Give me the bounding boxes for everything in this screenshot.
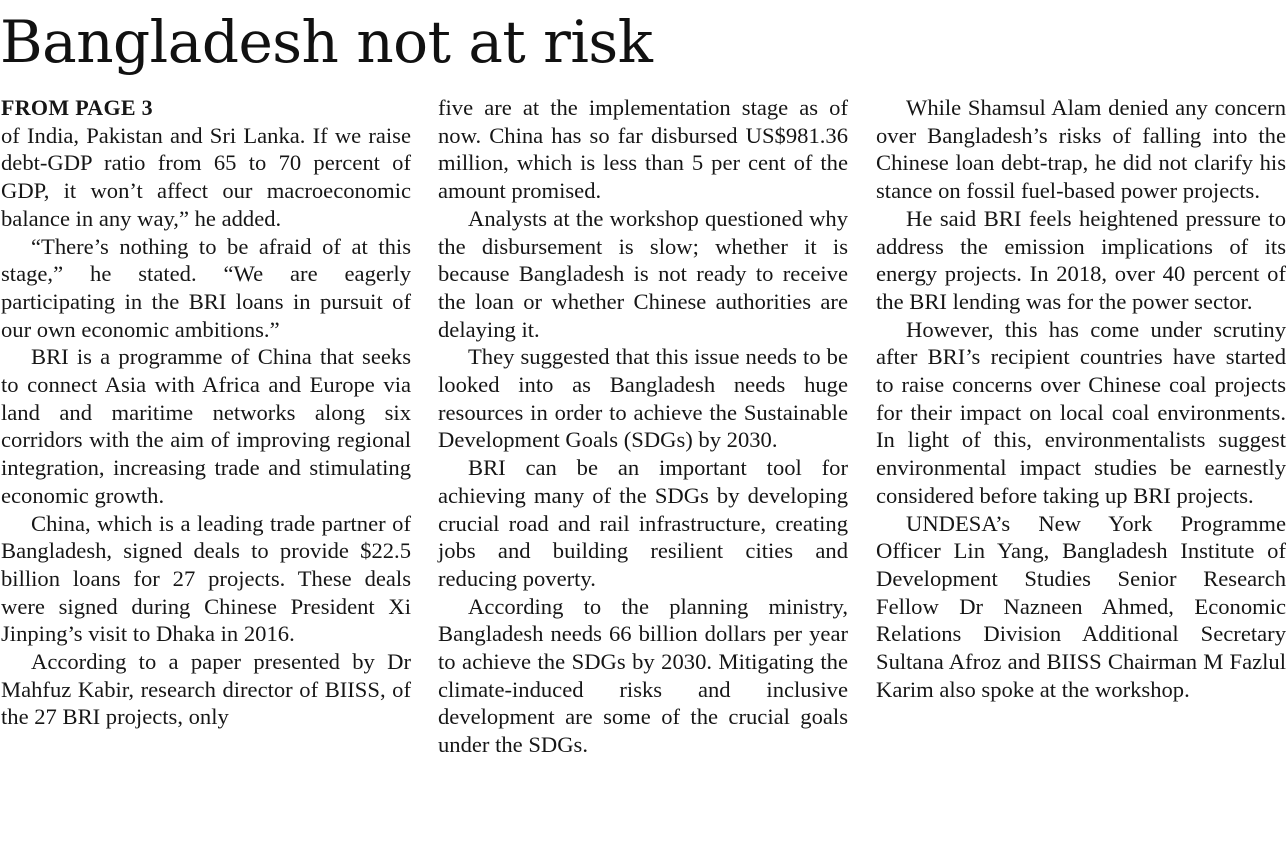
- paragraph: While Shamsul Alam denied any concern over Bangladesh’s risks of falling into the Chinese loan debt-trap, he did not clarify his stance on fossil fuel-based power projects.: [876, 95, 1286, 204]
- jump-label: FROM PAGE 3: [1, 95, 153, 120]
- paragraph: five are at the implementation stage as of now. China has so far disbursed US$981.36 million, which is less than 5 per cent of the amount promised.: [438, 95, 848, 204]
- paragraph: According to the planning ministry, Bangladesh needs 66 billion dollars per year to achieve the SDGs by 2030. Mitigating the climate-induced risks and inclusive development are some of the crucial goals under the SDGs.: [438, 593, 848, 758]
- paragraph: He said BRI feels heightened pressure to address the emission implications of its energy projects. In 2018, over 40 percent of the BRI lending was for the power sector.: [876, 205, 1286, 314]
- paragraph: China, which is a leading trade partner of Bangladesh, signed deals to provide $22.5 billion loans for 27 projects. These deals were signed during Chinese President Xi Jinping’s visit to Dhaka in 2016.: [1, 510, 411, 647]
- paragraph: BRI is a programme of China that seeks to connect Asia with Africa and Europe via land and maritime networks along six corridors with the aim of improving regional integration, increasing trade and stimulating economic growth.: [1, 344, 411, 508]
- paragraph: “There’s nothing to be afraid of at this stage,” he stated. “We are eagerly participating in the BRI loans in pursuit of our own economic ambitions.”: [1, 233, 411, 342]
- article-column-2: [438, 94, 848, 759]
- paragraph: UNDESA’s New York Programme Officer Lin Yang, Bangladesh Institute of Development Studies Senior Research Fellow Dr Nazneen Ahmed, Economic Relations Division Additional Secretary Sultana Afroz and BIISS Chairman M Fazlul Karim also spoke at the workshop.: [876, 510, 1286, 702]
- article-column-1: [1, 94, 411, 731]
- paragraph: However, this has come under scrutiny after BRI’s recipient countries have started to raise concerns over Chinese coal projects for their impact on local coal environments. In light of this, environmentalists suggest environmental impact studies be earnestly considered before taking up BRI projects.: [876, 316, 1286, 508]
- paragraph: BRI can be an important tool for achieving many of the SDGs by developing crucial road and rail infrastructure, creating jobs and building resilient cities and reducing poverty.: [438, 455, 848, 591]
- paragraph: Analysts at the workshop questioned why the disbursement is slow; whether it is because Bangladesh is not ready to receive the loan or whether Chinese authorities are delaying it.: [438, 205, 848, 342]
- headline: Bangladesh not at risk: [0, 8, 653, 76]
- article-column-3: [876, 94, 1286, 703]
- paragraph: According to a paper presented by Dr Mahfuz Kabir, research director of BIISS, of the 27 BRI projects, only: [1, 649, 411, 730]
- paragraph: of India, Pakistan and Sri Lanka. If we raise debt-GDP ratio from 65 to 70 percent of GDP, it won’t affect our macroeconomic balance in any way,” he added.: [1, 122, 411, 231]
- paragraph: They suggested that this issue needs to be looked into as Bangladesh needs huge resources in order to achieve the Sustainable Development Goals (SDGs) by 2030.: [438, 344, 848, 453]
